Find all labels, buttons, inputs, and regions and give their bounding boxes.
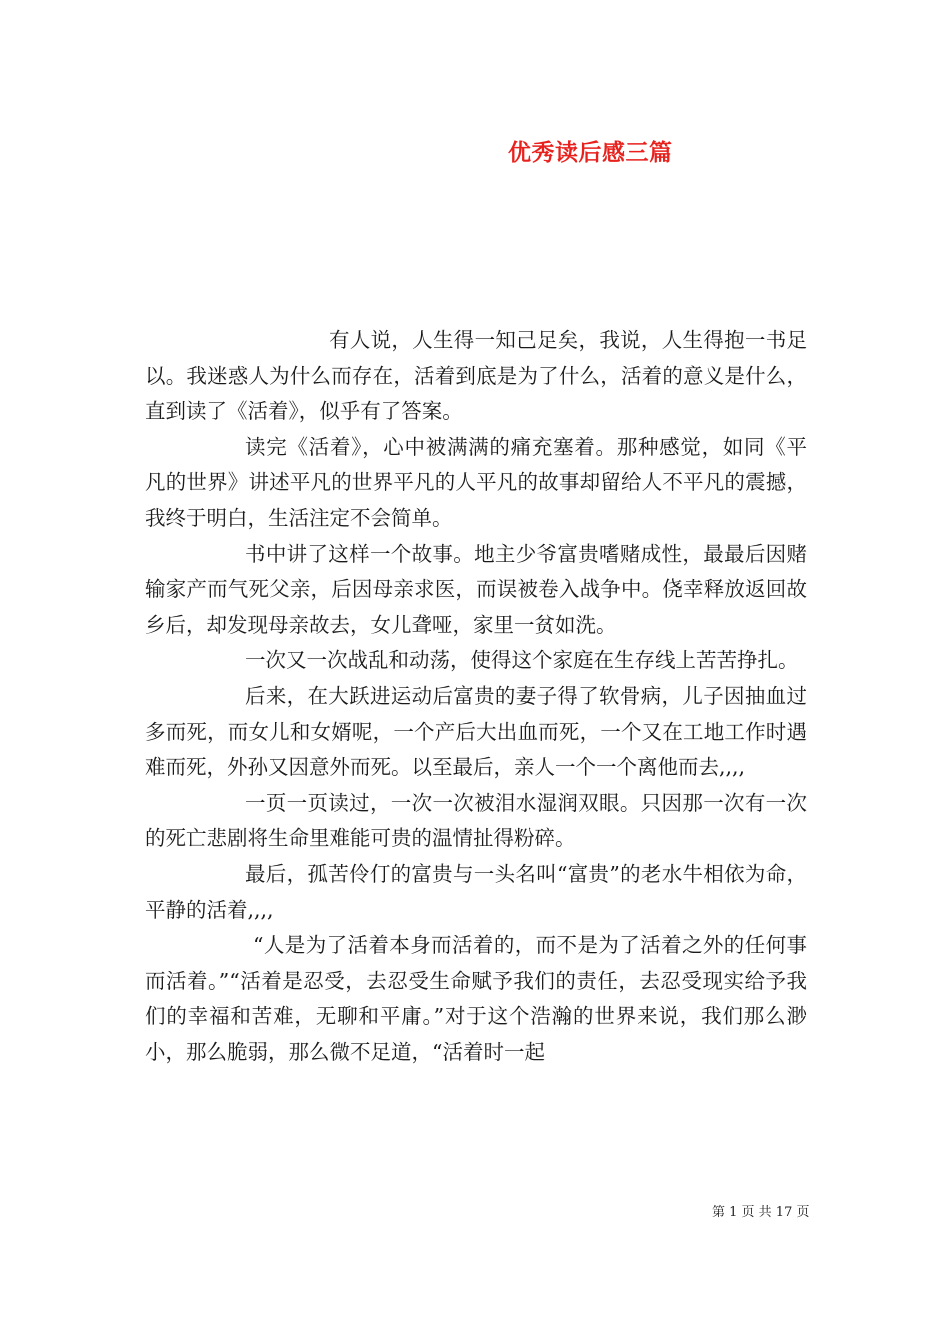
paragraph-7: 最后，孤苦伶仃的富贵与一头名叫“富贵”的老水牛相依为命，平静的活着,,,, <box>145 861 807 922</box>
paragraph-4: 一次又一次战乱和动荡，使得这个家庭在生存线上苦苦挣扎。 <box>245 648 799 673</box>
paragraph-1: 有人说，人生得一知己足矣，我说，人生得抱一书足以。我迷惑人为什么而存在，活着到底是为了什么，活着的意义是什么，直到读了《活着》，似乎有了答案。 <box>145 328 807 424</box>
paragraph-3: 书中讲了这样一个故事。地主少爷富贵嗜赌成性，最最后因赌输家产而气死父亲，后因母亲求医，而误被卷入战争中。侥幸释放返回故乡后，却发现母亲故去，女儿聋哑，家里一贫如洗。 <box>145 541 807 637</box>
paragraph-8: “人是为了活着本身而活着的，而不是为了活着之外的任何事而活着。”“活着是忍受，去忍受生命赋予我们的责任，去忍受现实给予我们的幸福和苦难，无聊和平庸。”对于这个浩瀚的世界来说，我们那么渺小，那么脆弱，那么微不足道，“活着时一起 <box>145 933 807 1064</box>
document-body <box>145 323 807 1070</box>
page-footer: 第 1 页 共 17 页 <box>712 1205 810 1220</box>
paragraph-5: 后来，在大跃进运动后富贵的妻子得了软骨病，儿子因抽血过多而死，而女儿和女婿呢，一个产后大出血而死，一个又在工地工作时遇难而死，外孙又因意外而死。以至最后，亲人一个一个离他而去,,,, <box>145 683 807 780</box>
document-title: 优秀读后感三篇 <box>508 139 673 166</box>
paragraph-2: 读完《活着》，心中被满满的痛充塞着。那种感觉，如同《平凡的世界》讲述平凡的世界平凡的人平凡的故事却留给人不平凡的震撼，我终于明白，生活注定不会简单。 <box>145 434 807 530</box>
paragraph-6: 一页一页读过，一次一次被泪水湿润双眼。只因那一次有一次的死亡悲剧将生命里难能可贵的温情扯得粉碎。 <box>145 790 807 851</box>
